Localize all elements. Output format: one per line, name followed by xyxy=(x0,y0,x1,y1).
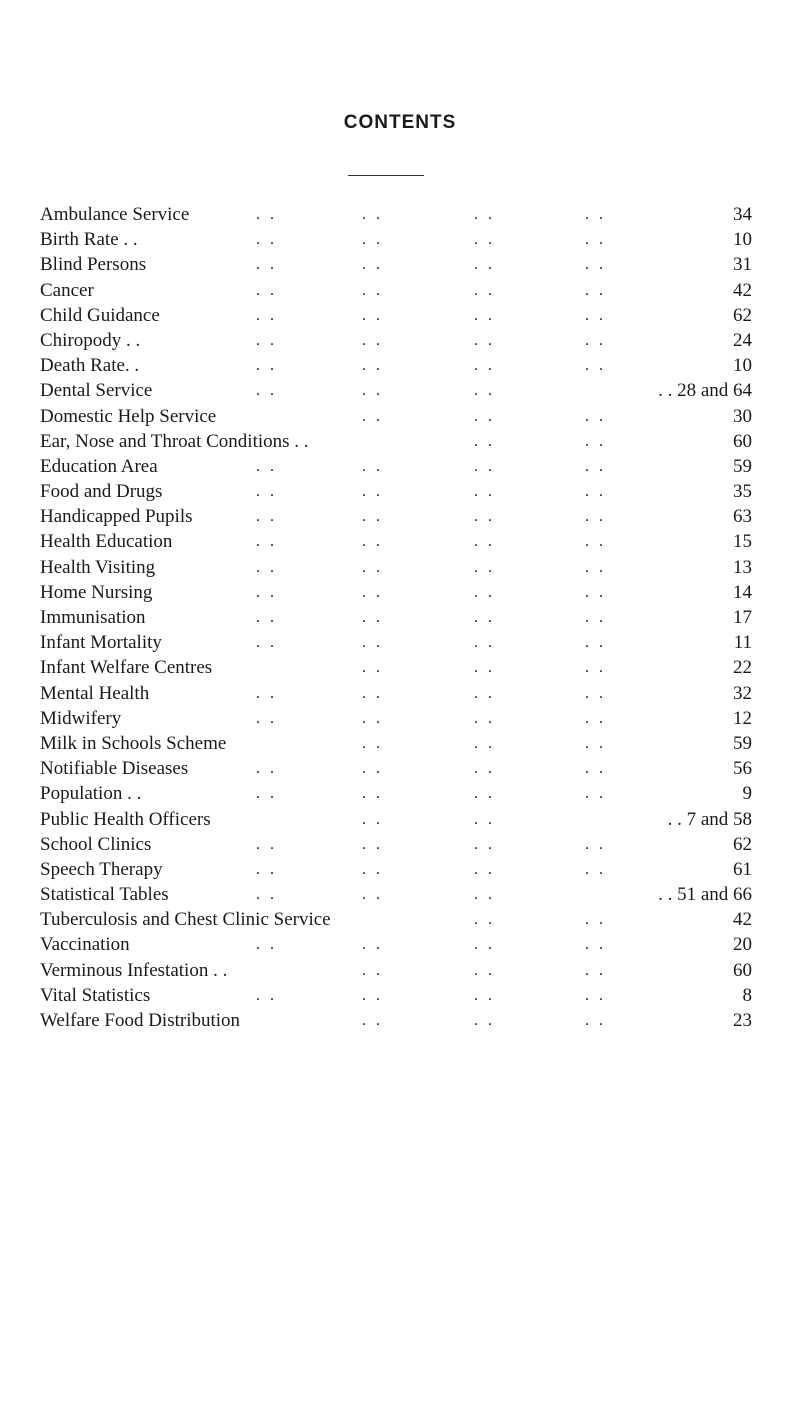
toc-entry-page: 13 xyxy=(729,555,752,580)
toc-entry-page: 22 xyxy=(729,655,752,680)
leader-dots: . . xyxy=(362,231,383,249)
leader-dots: . . xyxy=(474,357,495,375)
toc-entry xyxy=(40,278,752,303)
toc-entry-page: 60 xyxy=(729,429,752,454)
toc-entry xyxy=(40,328,752,353)
toc-entry xyxy=(40,681,752,706)
toc-entry-page: 11 xyxy=(730,630,752,655)
toc-entry xyxy=(40,731,752,756)
toc-entry-label: Education Area xyxy=(40,454,162,479)
leader-dots: . . xyxy=(362,1012,383,1029)
leader-dots: . . xyxy=(362,986,383,1004)
leader-dots: . . xyxy=(474,407,495,425)
toc-entry-label: Food and Drugs xyxy=(40,479,166,504)
leader-dots: . . xyxy=(362,558,383,576)
leader-dots: . . xyxy=(585,734,606,752)
toc-entry xyxy=(40,882,752,907)
leader-dots: . . xyxy=(585,936,606,954)
toc-entry xyxy=(40,605,752,630)
leader-dots: . . xyxy=(585,206,606,223)
toc-entry-page: 30 xyxy=(729,404,752,429)
toc-entry xyxy=(40,555,752,580)
leader-dots: . . xyxy=(362,835,383,853)
leader-dots: . . xyxy=(362,810,383,828)
toc-entry xyxy=(40,983,752,1008)
toc-entry-page: 56 xyxy=(729,756,752,781)
leader-dots: . . xyxy=(256,306,277,324)
leader-dots: . . xyxy=(256,533,277,551)
leader-dots: . . xyxy=(362,936,383,954)
leader-dots: . . xyxy=(585,331,606,349)
toc-entry-page: 59 xyxy=(729,731,752,756)
toc-entry xyxy=(40,404,752,429)
leader-dots: . . xyxy=(256,835,277,853)
leader-dots: . . xyxy=(474,709,495,727)
leader-dots: . . xyxy=(474,1012,495,1029)
toc-entry xyxy=(40,353,752,378)
dot-leader xyxy=(40,227,752,252)
toc-entry-page: 35 xyxy=(729,479,752,504)
toc-entry-label: Ambulance Service xyxy=(40,202,193,227)
toc-entry-page: 20 xyxy=(729,932,752,957)
toc-entry-label: Tuberculosis and Chest Clinic Service xyxy=(40,907,335,932)
leader-dots: . . xyxy=(474,760,495,778)
leader-dots: . . xyxy=(585,508,606,526)
leader-dots: . . xyxy=(362,331,383,349)
leader-dots: . . xyxy=(585,583,606,601)
leader-dots: . . xyxy=(362,256,383,274)
leader-dots: . . xyxy=(585,1012,606,1029)
leader-dots: . . xyxy=(362,609,383,626)
leader-dots: . . xyxy=(256,558,277,576)
leader-dots: . . xyxy=(362,533,383,551)
toc-entry xyxy=(40,781,752,806)
leader-dots: . . xyxy=(362,306,383,324)
toc-entry xyxy=(40,832,752,857)
toc-entry-label: Public Health Officers xyxy=(40,807,215,832)
toc-entry-label: Welfare Food Distribution xyxy=(40,1008,244,1033)
leader-dots: . . xyxy=(474,583,495,601)
dot-leader xyxy=(40,706,752,731)
leader-dots: . . xyxy=(474,256,495,274)
page-title: CONTENTS xyxy=(343,112,457,133)
leader-dots: . . xyxy=(474,457,495,475)
contents-list xyxy=(40,202,752,1033)
toc-entry-label: Mental Health xyxy=(40,681,153,706)
leader-dots: . . xyxy=(585,483,606,501)
leader-dots: . . xyxy=(585,835,606,853)
toc-entry-label: Child Guidance xyxy=(40,303,164,328)
toc-entry-label: Handicapped Pupils xyxy=(40,504,197,529)
leader-dots: . . xyxy=(585,256,606,274)
dot-leader xyxy=(40,932,752,957)
toc-entry xyxy=(40,655,752,680)
toc-entry-page: 42 xyxy=(729,907,752,932)
toc-entry-page: 61 xyxy=(729,857,752,882)
toc-entry-page: 24 xyxy=(729,328,752,353)
toc-entry-label: Domestic Help Service xyxy=(40,404,220,429)
leader-dots: . . xyxy=(474,609,495,626)
leader-dots: . . xyxy=(474,785,495,803)
toc-entry-page: 12 xyxy=(729,706,752,731)
leader-dots: . . xyxy=(362,659,383,677)
leader-dots: . . xyxy=(585,634,606,652)
leader-dots: . . xyxy=(256,508,277,526)
toc-entry-label: Dental Service xyxy=(40,378,156,403)
leader-dots: . . xyxy=(474,206,495,223)
toc-entry xyxy=(40,252,752,277)
leader-dots: . . xyxy=(474,483,495,501)
toc-entry-label: Chiropody . . xyxy=(40,328,144,353)
leader-dots: . . xyxy=(256,457,277,475)
leader-dots: . . xyxy=(256,206,277,223)
toc-entry xyxy=(40,303,752,328)
leader-dots: . . xyxy=(362,357,383,375)
toc-entry xyxy=(40,580,752,605)
toc-entry-page: . . 51 and 66 xyxy=(654,882,752,907)
leader-dots: . . xyxy=(474,810,495,828)
toc-entry-page: 62 xyxy=(729,832,752,857)
toc-entry-page: 63 xyxy=(729,504,752,529)
leader-dots: . . xyxy=(362,583,383,601)
toc-entry-label: Death Rate. . xyxy=(40,353,143,378)
dot-leader xyxy=(40,328,752,353)
toc-entry-label: Health Education xyxy=(40,529,176,554)
toc-entry-label: Vital Statistics xyxy=(40,983,154,1008)
leader-dots: . . xyxy=(362,709,383,727)
leader-dots: . . xyxy=(585,911,606,929)
toc-entry-page: . . 7 and 58 xyxy=(664,807,752,832)
leader-dots: . . xyxy=(362,508,383,526)
leader-dots: . . xyxy=(585,659,606,677)
leader-dots: . . xyxy=(474,986,495,1004)
toc-entry-label: Infant Mortality xyxy=(40,630,166,655)
leader-dots: . . xyxy=(474,533,495,551)
leader-dots: . . xyxy=(585,457,606,475)
toc-entry xyxy=(40,932,752,957)
leader-dots: . . xyxy=(256,684,277,702)
leader-dots: . . xyxy=(256,483,277,501)
toc-entry-label: Midwifery xyxy=(40,706,125,731)
toc-entry-label: Verminous Infestation . . xyxy=(40,958,231,983)
toc-entry-label: Ear, Nose and Throat Conditions . . xyxy=(40,429,313,454)
leader-dots: . . xyxy=(474,659,495,677)
toc-entry xyxy=(40,958,752,983)
leader-dots: . . xyxy=(585,785,606,803)
leader-dots: . . xyxy=(362,634,383,652)
toc-entry-page: 60 xyxy=(729,958,752,983)
leader-dots: . . xyxy=(474,306,495,324)
toc-entry xyxy=(40,529,752,554)
toc-entry-label: Infant Welfare Centres xyxy=(40,655,216,680)
leader-dots: . . xyxy=(585,533,606,551)
toc-entry-page: . . 28 and 64 xyxy=(654,378,752,403)
leader-dots: . . xyxy=(256,860,277,878)
toc-entry-label: Immunisation xyxy=(40,605,150,630)
toc-entry xyxy=(40,1008,752,1033)
toc-entry-page: 10 xyxy=(729,353,752,378)
leader-dots: . . xyxy=(362,382,383,400)
leader-dots: . . xyxy=(362,457,383,475)
toc-entry xyxy=(40,907,752,932)
leader-dots: . . xyxy=(585,231,606,249)
leader-dots: . . xyxy=(362,961,383,979)
toc-entry-page: 62 xyxy=(729,303,752,328)
toc-entry-page: 17 xyxy=(729,605,752,630)
leader-dots: . . xyxy=(362,483,383,501)
leader-dots: . . xyxy=(256,609,277,626)
toc-entry xyxy=(40,807,752,832)
toc-entry-label: Milk in Schools Scheme xyxy=(40,731,230,756)
leader-dots: . . xyxy=(474,684,495,702)
leader-dots: . . xyxy=(256,709,277,727)
toc-entry xyxy=(40,504,752,529)
toc-entry-page: 23 xyxy=(729,1008,752,1033)
leader-dots: . . xyxy=(256,256,277,274)
leader-dots: . . xyxy=(256,357,277,375)
toc-entry-page: 8 xyxy=(739,983,753,1008)
dot-leader xyxy=(40,781,752,806)
leader-dots: . . xyxy=(362,684,383,702)
toc-entry-label: Blind Persons xyxy=(40,252,150,277)
toc-entry-page: 10 xyxy=(729,227,752,252)
toc-entry xyxy=(40,202,752,227)
leader-dots: . . xyxy=(362,785,383,803)
toc-entry-page: 14 xyxy=(729,580,752,605)
toc-entry xyxy=(40,630,752,655)
toc-entry-label: Notifiable Diseases xyxy=(40,756,192,781)
toc-entry-page: 32 xyxy=(729,681,752,706)
leader-dots: . . xyxy=(585,281,606,299)
toc-entry-label: Speech Therapy xyxy=(40,857,167,882)
toc-entry-page: 59 xyxy=(729,454,752,479)
leader-dots: . . xyxy=(256,986,277,1004)
leader-dots: . . xyxy=(474,382,495,400)
leader-dots: . . xyxy=(256,231,277,249)
leader-dots: . . xyxy=(474,734,495,752)
toc-entry xyxy=(40,454,752,479)
leader-dots: . . xyxy=(362,734,383,752)
leader-dots: . . xyxy=(585,432,606,450)
leader-dots: . . xyxy=(256,760,277,778)
leader-dots: . . xyxy=(585,407,606,425)
toc-entry-label: Birth Rate . . xyxy=(40,227,142,252)
leader-dots: . . xyxy=(474,936,495,954)
leader-dots: . . xyxy=(474,508,495,526)
toc-entry-label: Population . . xyxy=(40,781,145,806)
dot-leader xyxy=(40,353,752,378)
leader-dots: . . xyxy=(585,986,606,1004)
leader-dots: . . xyxy=(256,634,277,652)
toc-entry xyxy=(40,706,752,731)
leader-dots: . . xyxy=(585,860,606,878)
leader-dots: . . xyxy=(585,357,606,375)
leader-dots: . . xyxy=(585,684,606,702)
leader-dots: . . xyxy=(362,760,383,778)
leader-dots: . . xyxy=(362,860,383,878)
leader-dots: . . xyxy=(474,911,495,929)
leader-dots: . . xyxy=(585,306,606,324)
leader-dots: . . xyxy=(256,936,277,954)
toc-entry-label: Vaccination xyxy=(40,932,134,957)
toc-entry-page: 42 xyxy=(729,278,752,303)
toc-entry xyxy=(40,429,752,454)
leader-dots: . . xyxy=(256,382,277,400)
toc-entry xyxy=(40,378,752,403)
toc-entry-label: Statistical Tables xyxy=(40,882,173,907)
dot-leader xyxy=(40,278,752,303)
leader-dots: . . xyxy=(256,331,277,349)
leader-dots: . . xyxy=(474,961,495,979)
title-rule xyxy=(348,175,424,176)
leader-dots: . . xyxy=(474,231,495,249)
leader-dots: . . xyxy=(256,583,277,601)
toc-entry-label: School Clinics xyxy=(40,832,155,857)
toc-entry-label: Health Visiting xyxy=(40,555,159,580)
leader-dots: . . xyxy=(585,709,606,727)
leader-dots: . . xyxy=(474,886,495,904)
leader-dots: . . xyxy=(585,961,606,979)
leader-dots: . . xyxy=(256,886,277,904)
toc-entry xyxy=(40,857,752,882)
leader-dots: . . xyxy=(362,281,383,299)
leader-dots: . . xyxy=(585,760,606,778)
toc-entry-label: Home Nursing xyxy=(40,580,156,605)
leader-dots: . . xyxy=(474,860,495,878)
leader-dots: . . xyxy=(474,432,495,450)
leader-dots: . . xyxy=(362,407,383,425)
toc-entry-page: 31 xyxy=(729,252,752,277)
leader-dots: . . xyxy=(474,331,495,349)
toc-entry-page: 15 xyxy=(729,529,752,554)
leader-dots: . . xyxy=(256,281,277,299)
leader-dots: . . xyxy=(474,281,495,299)
leader-dots: . . xyxy=(585,558,606,576)
toc-entry-page: 34 xyxy=(729,202,752,227)
leader-dots: . . xyxy=(256,785,277,803)
toc-entry xyxy=(40,479,752,504)
leader-dots: . . xyxy=(474,634,495,652)
leader-dots: . . xyxy=(474,835,495,853)
leader-dots: . . xyxy=(585,609,606,626)
toc-entry xyxy=(40,227,752,252)
leader-dots: . . xyxy=(362,206,383,223)
leader-dots: . . xyxy=(474,558,495,576)
leader-dots: . . xyxy=(362,886,383,904)
toc-entry-page: 9 xyxy=(739,781,753,806)
toc-entry xyxy=(40,756,752,781)
toc-entry-label: Cancer xyxy=(40,278,98,303)
